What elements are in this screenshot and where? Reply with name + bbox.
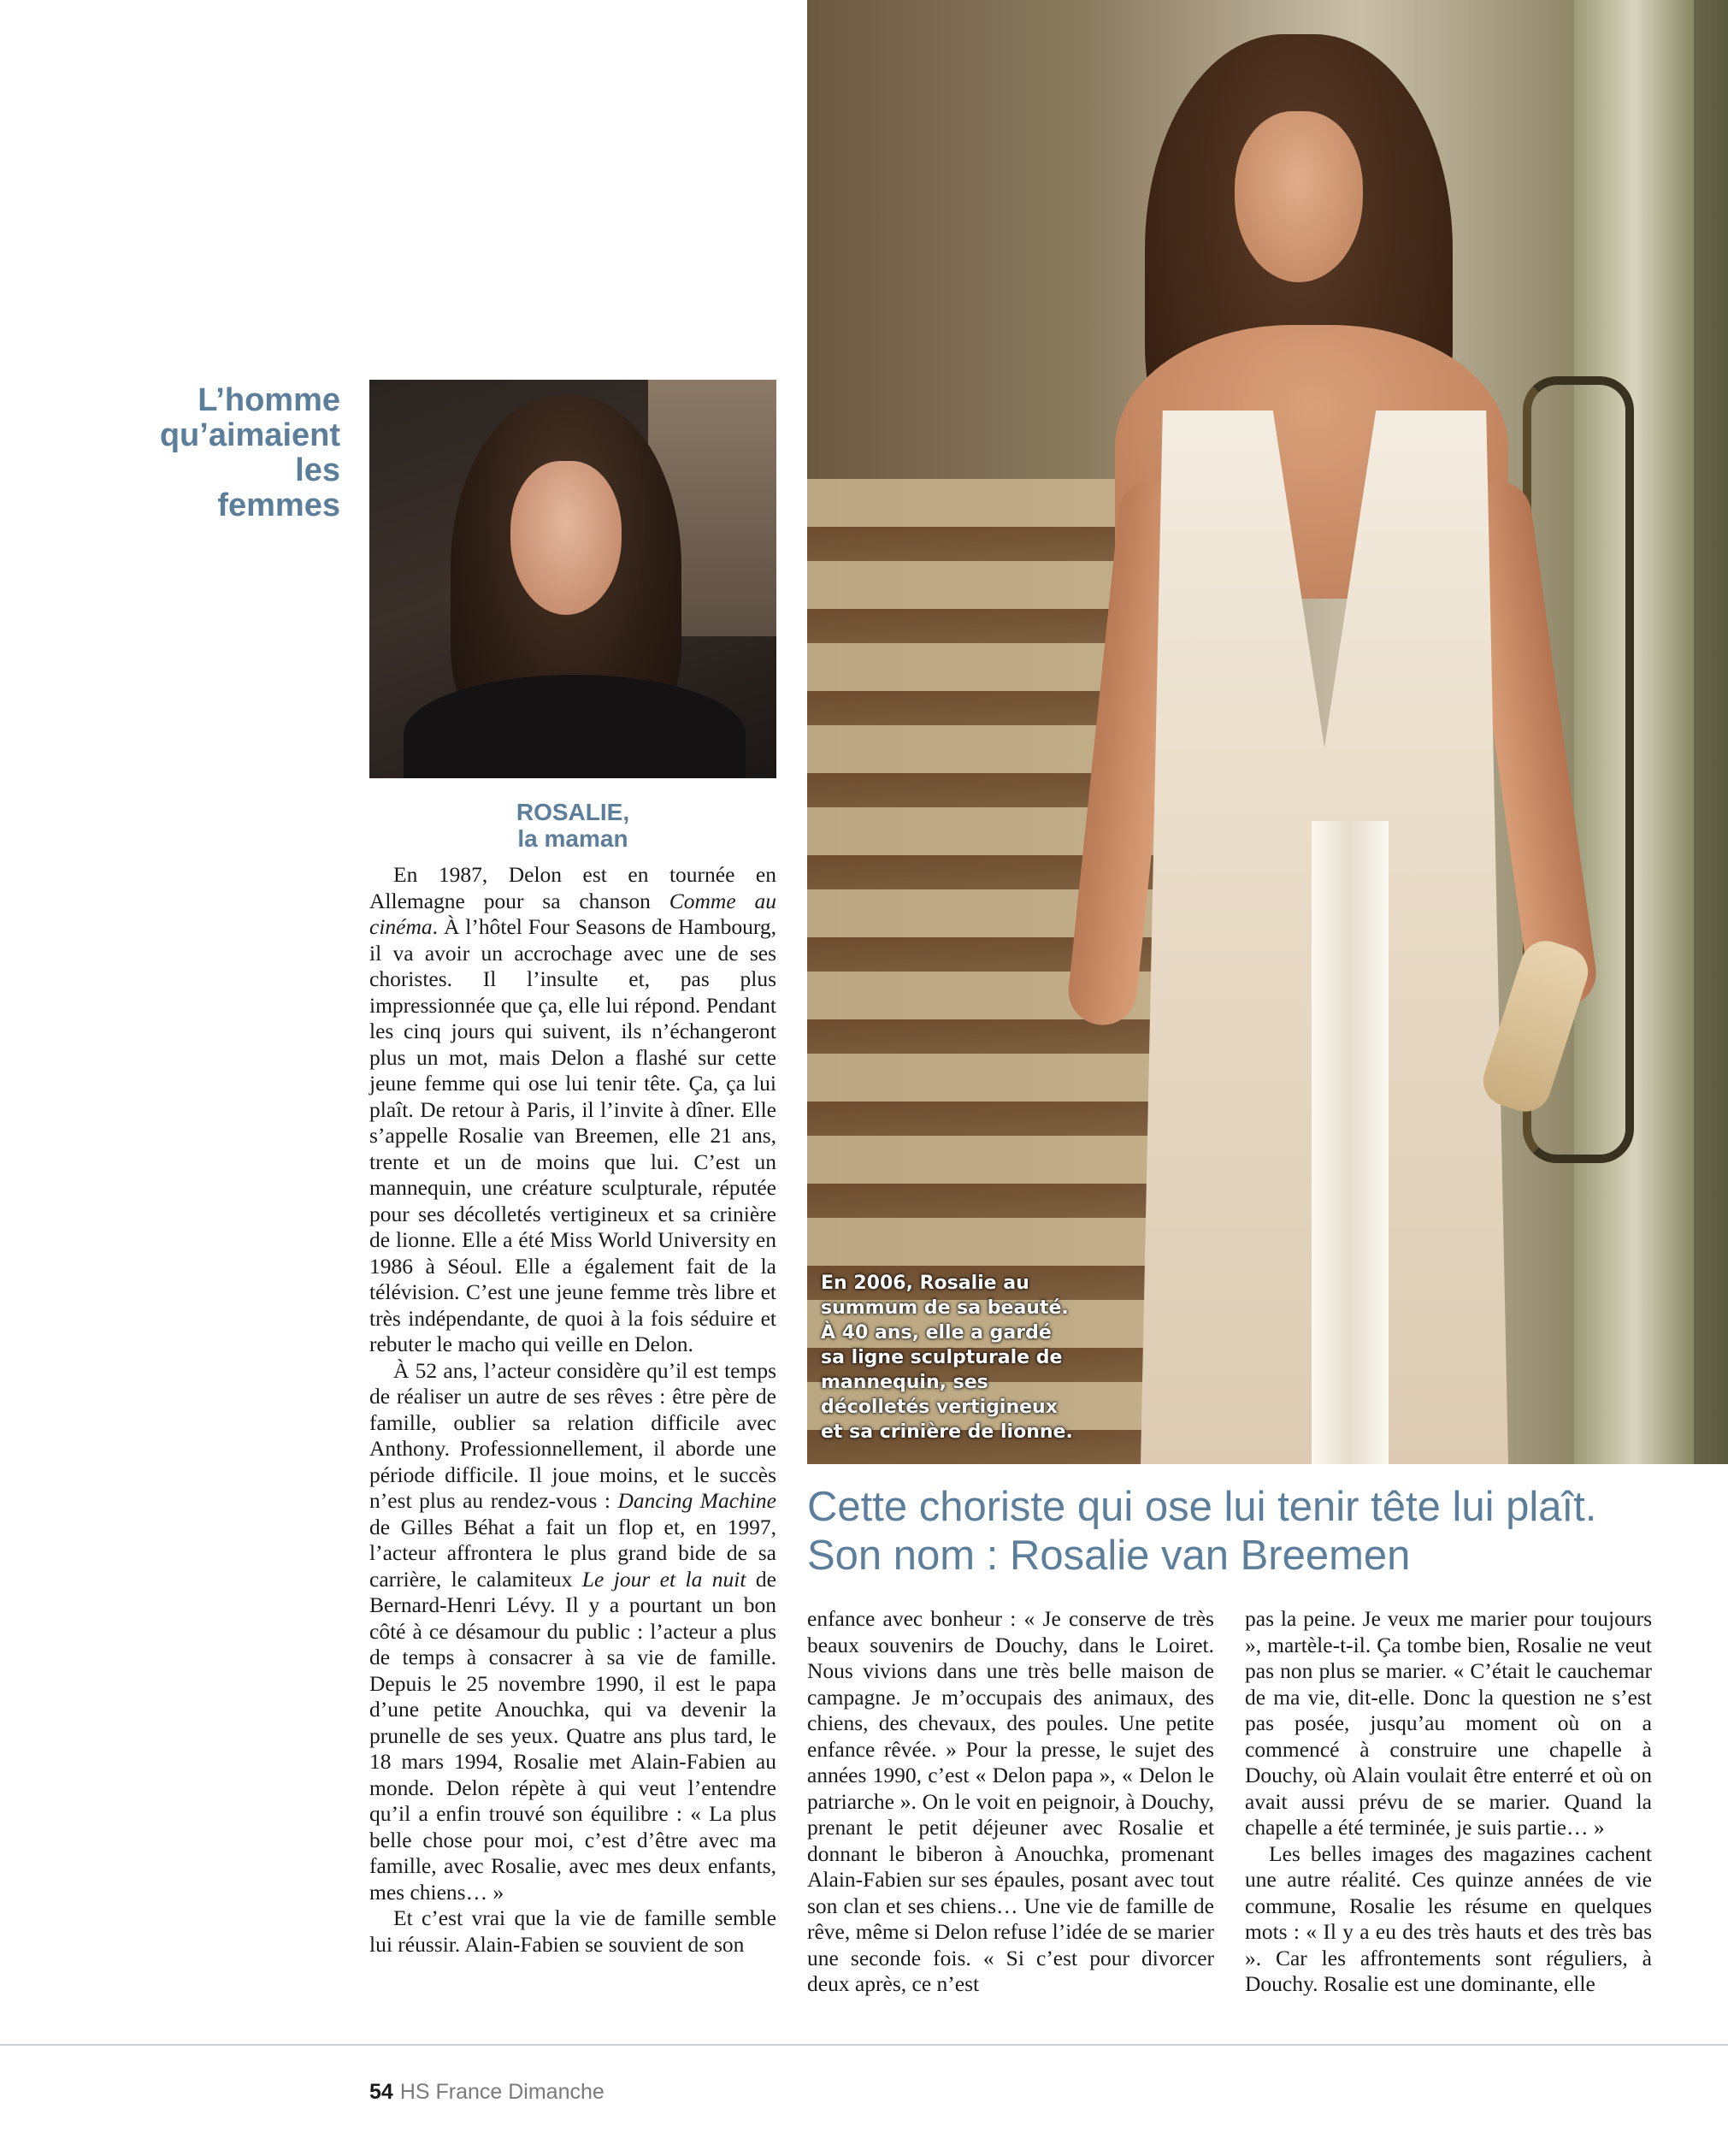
article-column-1 — [369, 862, 776, 1958]
article-column-2 — [807, 1606, 1214, 1998]
footer-divider — [0, 2044, 1728, 2046]
article-column-3 — [1245, 1606, 1652, 1998]
gown-sash — [1312, 821, 1389, 1464]
rosalie-gown-photo — [807, 0, 1728, 1464]
text-run: À 52 ans, l’acteur considère qu’il est temps de réaliser un autre de ses rêves : être père de famille, oublier sa relation difficile avec Anthony. Professionnellement, il aborde une période difficile. Il joue moins, et le succès n’est plus au rendez-vous : — [369, 1357, 776, 1513]
paragraph: Et c’est vrai que la vie de famille semble lui réussir. Alain-Fabien se souvient de son — [369, 1905, 776, 1957]
rosalie-portrait-photo — [369, 380, 776, 778]
film-title: Le jour et la nuit — [581, 1566, 746, 1592]
page-footer — [369, 2080, 605, 2105]
paragraph — [369, 862, 776, 1358]
inset-caption — [369, 799, 776, 852]
photo-caption: En 2006, Rosalie au summum de sa beauté. À 40 ans, elle a gardé sa ligne sculpturale de mannequin, ses décolletés vertigineux et sa crinière de lionne. — [821, 1273, 1073, 1443]
figure-face — [1235, 111, 1363, 282]
paragraph: Les belles images des magazines cachent une autre réalité. Ces quinze années de vie commune, Rosalie les résume en quelques mots : « Il y a eu des très hauts et des très bas ». Car les affrontements sont réguliers, à Douchy. Rosalie est une dominante, elle — [1245, 1840, 1652, 1996]
text-run: de Bernard-Henri Lévy. Il y a pourtant un bon côté à ce désamour du public : l’acteur a plus de temps à consacrer à sa vie de famille. Depuis le 25 novembre 1990, il est le papa d’une petite Anouchka, qui va devenir la prunelle de ses yeux. Quatre ans plus tard, le 18 mars 1994, Rosalie met Alain-Fabien au monde. Delon répète à qui veut l’entendre qu’il a enfin trouvé son équilibre : « La plus belle chose pour moi, c’est d’être avec ma famille, avec Rosalie, avec mes deux enfants, mes chiens… » — [369, 1566, 776, 1905]
paragraph — [369, 1358, 776, 1906]
paragraph: enfance avec bonheur : « Je conserve de très beaux souvenirs de Douchy, dans le Loiret. Nous vivions dans une très belle maison de campagne. Je m’occupais des animaux, des chiens, des chevaux, des poules. Une petite enfance rêvée. » Pour la presse, le sujet des années 1990, c’est « Delon papa », « Delon le patriarche ». On le voit en peignoir, à Douchy, prenant le petit déjeuner avec Rosalie et donnant le biberon à Anouchka, promenant Alain-Fabien sur ses épaules, posant avec tout son clan et ses chiens… Une vie de famille de rêve, même si Delon refuse l’idée de se marier une seconde fois. « Si c’est pour divorcer deux après, ce n’est — [807, 1606, 1214, 1996]
paragraph: pas la peine. Je veux me marier pour toujours », martèle-t-il. Ça tombe bien, Rosalie ne veut pas non plus se marier. « C’était le cauchemar de ma vie, dit-elle. Donc la question ne s’est pas posée, jusqu’au moment où on a commencé à construire une chapelle à Douchy, où Alain voulait être enterré et où on avait aussi prévu de se marier. Quand la chapelle a été terminée, je suis partie… » — [1245, 1606, 1652, 1840]
pull-quote: Cette choriste qui ose lui tenir tête lui plaît. Son nom : Rosalie van Breemen — [807, 1484, 1597, 1579]
text-run: de Gilles Béhat a fait un flop et, en 1997, l’acteur affrontera le plus grand bide de sa carrière, le calamiteux — [369, 1514, 776, 1592]
inset-caption-role: la maman — [517, 825, 628, 852]
publication-name: HS France Dimanche — [399, 2080, 605, 2104]
portrait-jacket — [404, 675, 746, 778]
text-run: . À l’hôtel Four Seasons de Hambourg, il va avoir un accrochage avec une de ses choristes. Il l’insulte et, pas plus impressionnée que ça, elle lui répond. Pendant les cinq jours qui suivent, ils n’échangeront plus un mot, mais Delon a flashé sur cette jeune femme qui ose lui tenir tête. Ça, ça lui plaît. De retour à Paris, il l’invite à dîner. Elle s’appelle Rosalie van Breemen, elle 21 ans, trente et un de moins que lui. C’est un mannequin, une créature sculpturale, réputée pour ses décolletés vertigineux et sa crinière de lionne. Elle a été Miss World University en 1986 à Séoul. Elle a également fait de la télévision. C’est une jeune femme très libre et très indépendante, de quoi à la fois séduire et rebuter le macho qui veille en Delon. — [369, 914, 776, 1356]
text-run: En 1987, Delon est en tournée en Allemagne pour sa chanson — [369, 862, 776, 913]
section-kicker: L’homme qu’aimaient les femmes — [159, 382, 340, 523]
song-title: Comme au cinéma — [369, 888, 776, 939]
portrait-face — [510, 461, 622, 615]
inset-caption-name: ROSALIE, — [516, 799, 630, 825]
page-number: 54 — [369, 2080, 393, 2104]
film-title: Dancing Machine — [617, 1488, 777, 1513]
